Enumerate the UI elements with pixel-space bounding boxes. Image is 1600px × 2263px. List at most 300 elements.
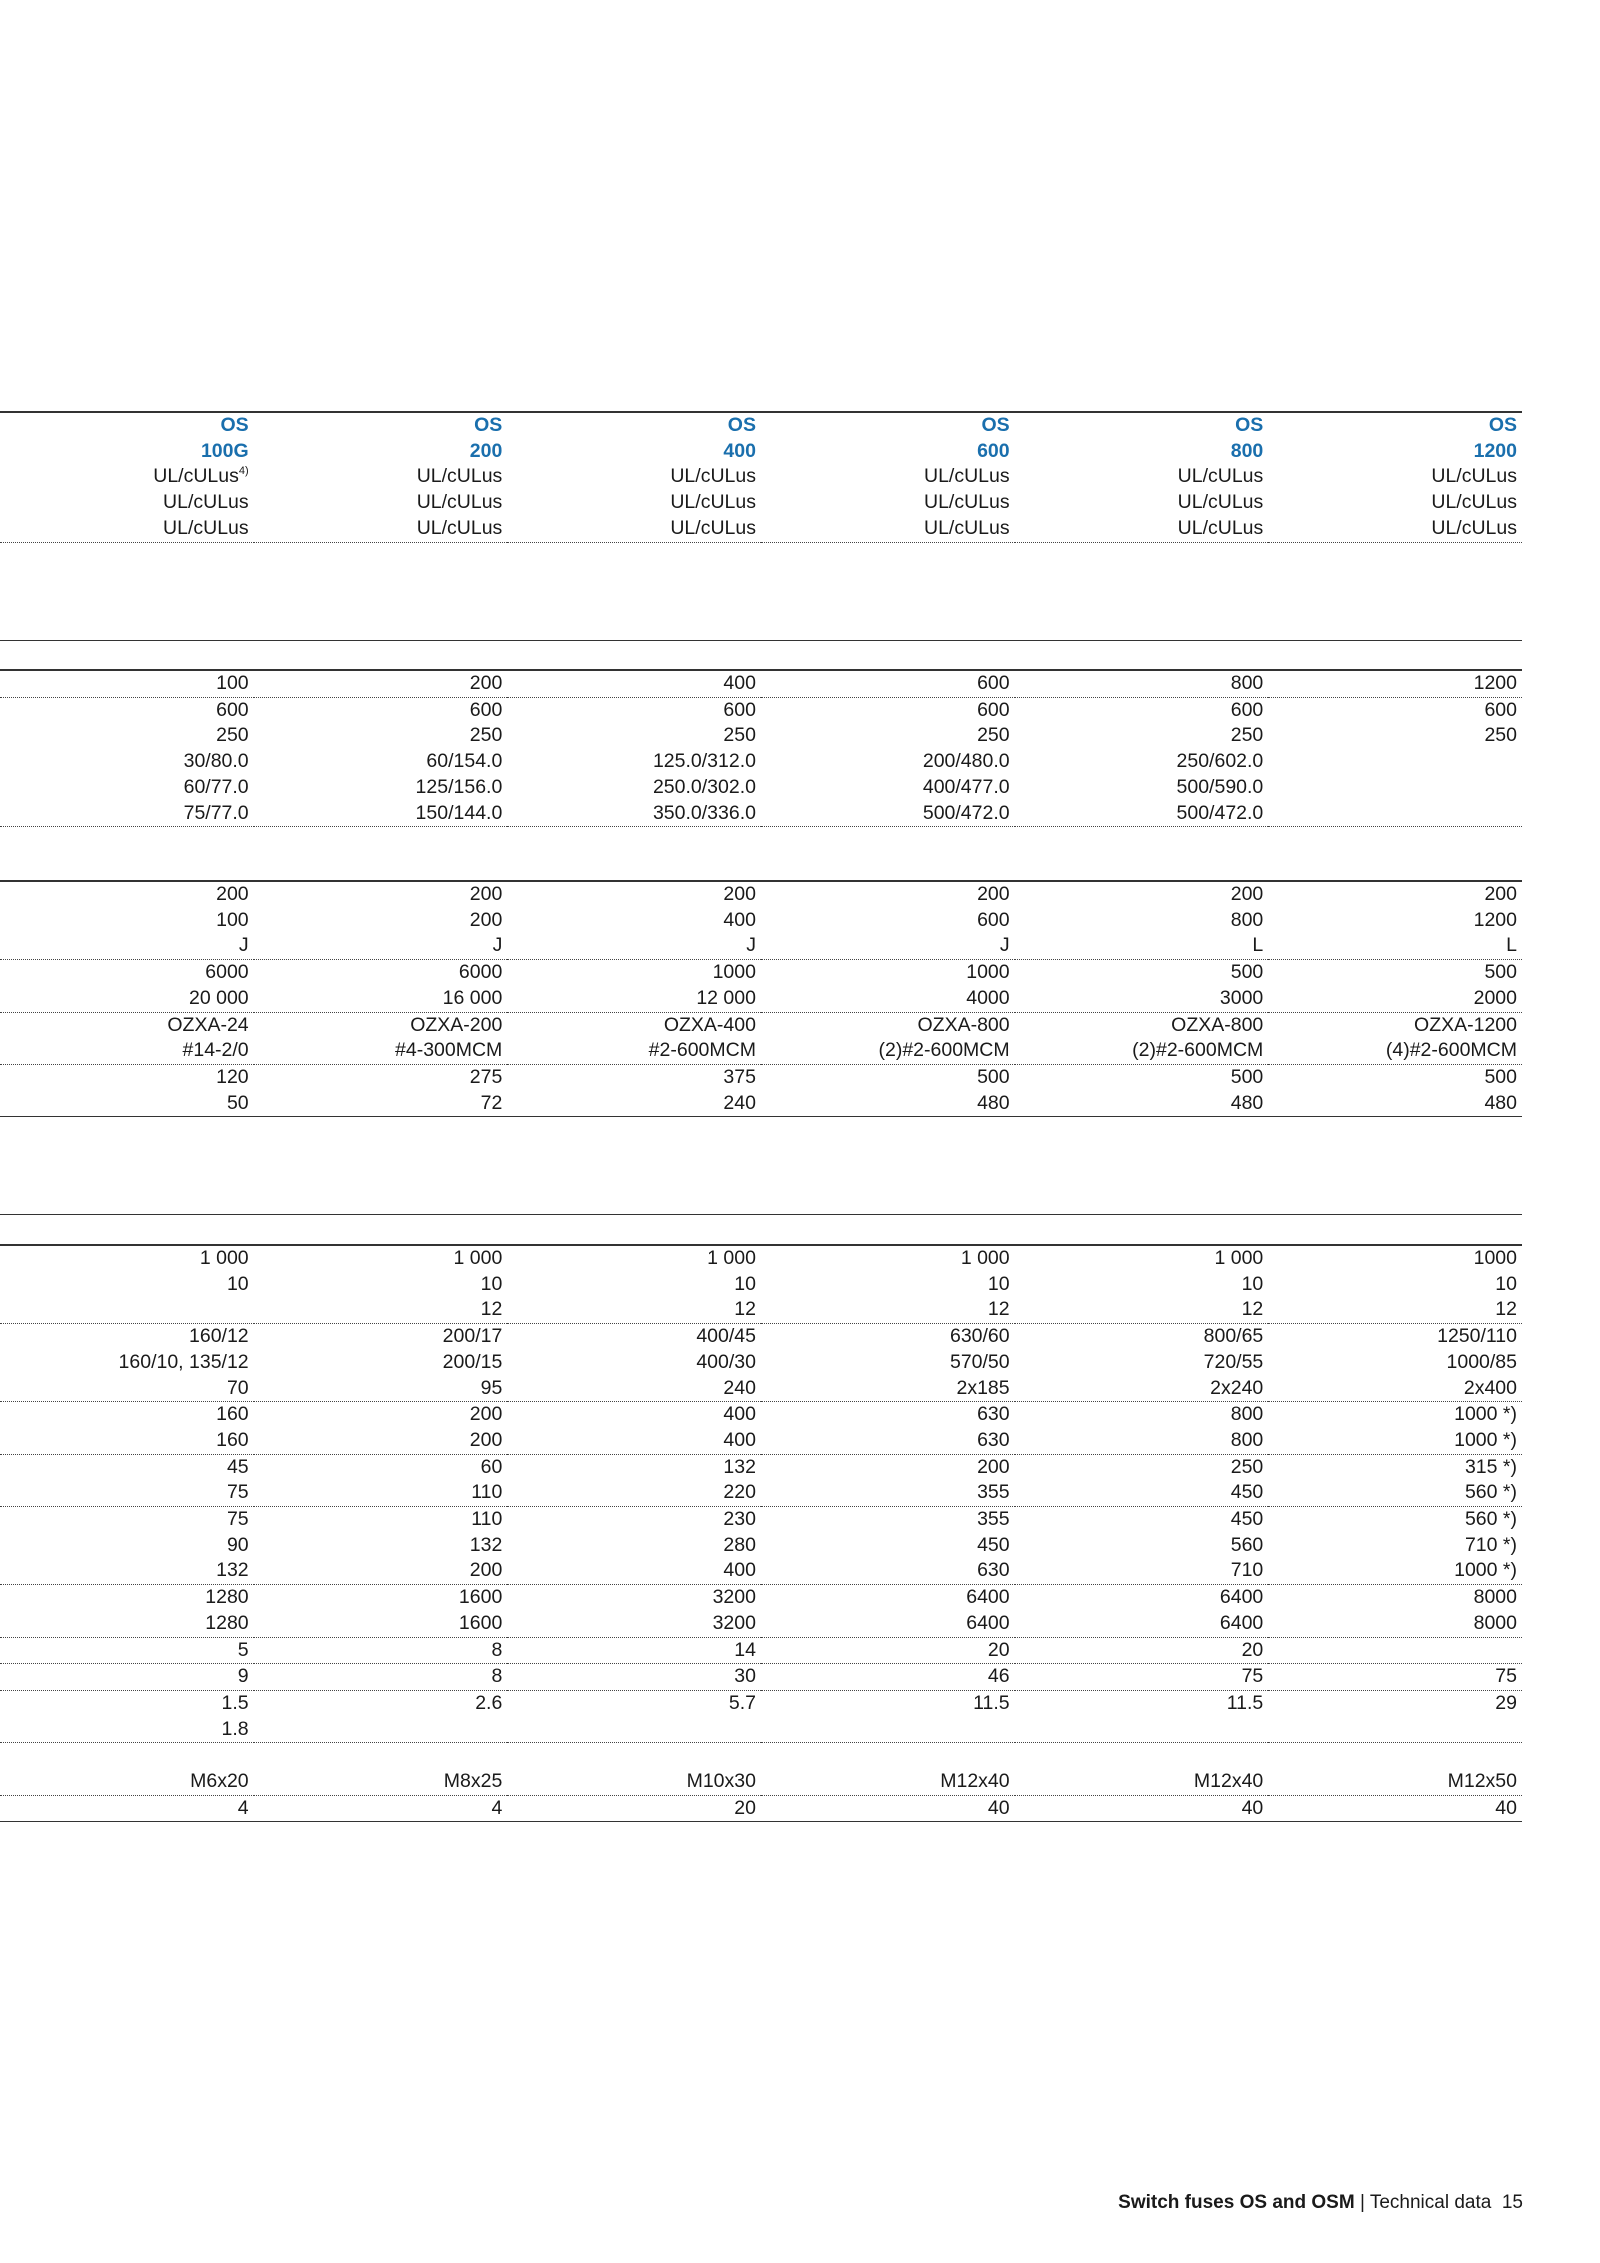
table-cell: 250 — [216, 724, 249, 747]
approval-row — [0, 464, 1522, 490]
table-cell: 12 — [761, 1297, 1015, 1323]
table-cell: 1000 — [712, 961, 756, 984]
table-cell: 500 — [1484, 1065, 1517, 1088]
table-cell: OZXA-1200 — [1414, 1013, 1517, 1036]
table-row — [0, 1769, 1522, 1795]
table-row — [0, 881, 1522, 908]
table-cell: 240 — [507, 1091, 761, 1117]
table-cell: 250 — [469, 724, 503, 747]
footnote-marker: 4) — [238, 465, 249, 478]
model-name: 1200 — [1473, 439, 1517, 462]
table-cell: 12 — [1015, 1297, 1269, 1323]
table-cell: 480 — [1268, 1091, 1522, 1117]
approval-cell: UL/cULus — [416, 465, 503, 488]
table-cell: 200 — [254, 881, 508, 908]
table-cell: M12x40 — [1015, 1769, 1269, 1795]
model-name: 200 — [469, 439, 503, 462]
table-cell — [1268, 749, 1522, 775]
table-cell: 600 — [977, 698, 1010, 721]
table-cell: 250.0/302.0 — [652, 775, 756, 798]
approval-cell: UL/cULus — [1431, 465, 1517, 488]
table-cell: 230 — [723, 1508, 756, 1531]
table-cell: 11.5 — [973, 1691, 1010, 1714]
table-cell — [254, 1717, 508, 1743]
series-label: OS — [1015, 412, 1269, 439]
table-cell: 75 — [0, 1480, 254, 1506]
table-cell: M12x50 — [1268, 1769, 1522, 1795]
table-cell: 2.6 — [475, 1691, 503, 1714]
approval-cell: UL/cULus — [507, 516, 761, 542]
table-cell: 3000 — [1015, 986, 1269, 1012]
table-cell: 2000 — [1268, 986, 1522, 1012]
table-row — [0, 1795, 1522, 1822]
table-cell: OZXA-24 — [167, 1013, 249, 1036]
table-cell: 355 — [761, 1480, 1015, 1506]
table-cell: 250 — [723, 724, 756, 747]
table-cell: 1 000 — [0, 1245, 254, 1272]
approval-cell: UL/cULus — [1177, 465, 1264, 488]
table-cell: 110 — [254, 1480, 508, 1506]
table-cell: 132 — [723, 1455, 756, 1478]
table-cell: M10x30 — [507, 1769, 761, 1795]
table-cell: 60/77.0 — [183, 775, 249, 798]
header-table — [0, 411, 1522, 543]
table-cell: 1280 — [0, 1611, 254, 1637]
table-row — [0, 933, 1522, 959]
table-cell: M8x25 — [254, 1769, 508, 1795]
table-cell: 600 — [216, 698, 249, 721]
table-cell: 800 — [1015, 1428, 1269, 1454]
table-cell: 630/60 — [949, 1325, 1010, 1348]
model-row — [0, 439, 1522, 465]
series-row — [0, 412, 1522, 439]
table-cell: 600 — [1230, 698, 1264, 721]
table-cell: 1000 — [966, 961, 1010, 984]
table-row — [0, 1038, 1522, 1064]
table-row — [0, 1611, 1522, 1637]
table-cell: 800 — [1015, 670, 1269, 697]
table-cell: 10 — [480, 1272, 503, 1295]
table-cell: 600 — [723, 698, 756, 721]
approval-cell: UL/cULus — [1268, 516, 1522, 542]
table-cell — [0, 1743, 254, 1769]
table-cell: 8000 — [1268, 1611, 1522, 1637]
table-cell: 30 — [507, 1664, 761, 1691]
table-cell: OZXA-200 — [410, 1013, 503, 1036]
table-cell: 60/154.0 — [426, 750, 503, 773]
table-cell: 450 — [977, 1533, 1010, 1556]
table-row — [0, 801, 1522, 827]
table-cell: 100 — [216, 908, 249, 931]
footer-section: Technical data — [1369, 2192, 1492, 2213]
table-cell: 1000 — [1268, 1245, 1522, 1272]
approval-cell: UL/cULus — [670, 491, 756, 514]
table-cell: 10 — [226, 1272, 249, 1295]
table-cell: 220 — [507, 1480, 761, 1506]
table-cell: 75 — [1268, 1664, 1522, 1691]
table-cell: M12x40 — [761, 1769, 1015, 1795]
table-cell: 6400 — [1219, 1586, 1264, 1609]
table-cell: #4-300MCM — [254, 1038, 508, 1064]
table-cell — [0, 1297, 254, 1323]
table-cell: 100 — [0, 670, 254, 697]
table-cell: (4)#2-600MCM — [1268, 1038, 1522, 1064]
table-cell: 200 — [469, 908, 503, 931]
table-cell: 250/602.0 — [1176, 750, 1264, 773]
table-cell: 480 — [1015, 1091, 1269, 1117]
table-cell — [1268, 801, 1522, 827]
table-cell: 1 000 — [761, 1245, 1015, 1272]
series-label: OS — [0, 412, 254, 439]
table-row — [0, 960, 1522, 986]
table-cell: 1250/110 — [1437, 1325, 1517, 1348]
table-cell: 280 — [723, 1533, 756, 1556]
table-cell: 600 — [469, 698, 503, 721]
approval-cell: UL/cULus$^{4)}$ — [153, 465, 249, 488]
fuse-table — [0, 880, 1522, 1117]
table-cell: 40 — [1015, 1795, 1269, 1822]
table-cell: 160/12 — [189, 1325, 249, 1348]
table-cell: 500 — [977, 1065, 1010, 1088]
table-row — [0, 1743, 1522, 1769]
table-cell: 1600 — [458, 1586, 503, 1609]
table-cell: 240 — [507, 1376, 761, 1402]
table-row — [0, 1272, 1522, 1298]
table-cell: 6000 — [205, 961, 249, 984]
table-cell: 10 — [987, 1272, 1010, 1295]
table-cell: 600 — [1484, 698, 1517, 721]
table-cell: 120 — [216, 1065, 249, 1088]
table-cell: 250 — [977, 724, 1010, 747]
table-cell: 200 — [469, 1403, 503, 1426]
table-row — [0, 1245, 1522, 1272]
table-cell: 1280 — [205, 1586, 249, 1609]
table-cell: 200 — [1268, 881, 1522, 908]
approval-row — [0, 490, 1522, 516]
table-cell: 2x240 — [1015, 1376, 1269, 1402]
table-cell: 12 — [1268, 1297, 1522, 1323]
table-cell: 1.8 — [0, 1717, 254, 1743]
table-row — [0, 1376, 1522, 1402]
table-cell: 200/480.0 — [922, 750, 1010, 773]
table-cell: 500 — [1484, 961, 1517, 984]
table-cell: M6x20 — [0, 1769, 254, 1795]
table-row — [0, 1533, 1522, 1559]
table-cell: 9 — [0, 1664, 254, 1691]
table-cell: J — [254, 933, 508, 959]
approval-cell: UL/cULus — [761, 516, 1015, 542]
table-row — [0, 1664, 1522, 1691]
approval-row — [0, 516, 1522, 542]
table-cell: 720/55 — [1203, 1350, 1264, 1373]
table-cell: 1000 *) — [1268, 1428, 1522, 1454]
table-cell: 60 — [480, 1455, 503, 1478]
table-cell: 200/17 — [442, 1325, 503, 1348]
table-cell: 500/472.0 — [1015, 801, 1269, 827]
table-cell: 315 *) — [1464, 1455, 1517, 1478]
table-cell: 200/15 — [442, 1350, 503, 1373]
model-name: 600 — [977, 439, 1010, 462]
approval-cell: UL/cULus — [924, 465, 1010, 488]
series-label: OS — [254, 412, 508, 439]
table-cell: L — [1268, 933, 1522, 959]
table-row — [0, 1558, 1522, 1584]
table-cell: 570/50 — [949, 1350, 1010, 1373]
table-cell: OZXA-800 — [917, 1013, 1010, 1036]
table-row — [0, 1324, 1522, 1350]
table-cell: 200 — [1015, 881, 1269, 908]
table-cell: 250 — [1484, 724, 1517, 747]
table-cell: 14 — [507, 1637, 761, 1664]
table-cell: 4 — [0, 1795, 254, 1822]
table-cell: 400/30 — [696, 1350, 756, 1373]
table-cell: 125.0/312.0 — [652, 750, 756, 773]
table-row — [0, 1637, 1522, 1664]
table-cell: 72 — [254, 1091, 508, 1117]
series-label: OS — [761, 412, 1015, 439]
table-cell: 500/590.0 — [1176, 775, 1264, 798]
table-cell — [1268, 1717, 1522, 1743]
table-cell: 40 — [761, 1795, 1015, 1822]
table-cell — [761, 1717, 1015, 1743]
table-cell: 95 — [254, 1376, 508, 1402]
table-row — [0, 697, 1522, 723]
table-cell: 8000 — [1473, 1586, 1517, 1609]
approval-cell: UL/cULus — [924, 491, 1010, 514]
table-cell: 1.5 — [221, 1691, 249, 1714]
table-cell: 500/472.0 — [761, 801, 1015, 827]
table-cell: 3200 — [712, 1586, 756, 1609]
table-cell: 12 000 — [507, 986, 761, 1012]
table-cell: 110 — [471, 1508, 503, 1531]
table-cell: 4 — [254, 1795, 508, 1822]
table-cell: 275 — [469, 1065, 503, 1088]
table-cell: 1 000 — [507, 1245, 761, 1272]
table-cell: 45 — [226, 1455, 249, 1478]
model-name: 400 — [723, 439, 756, 462]
table-cell: 500 — [1230, 961, 1264, 984]
table-cell: 30/80.0 — [183, 750, 249, 773]
table-cell: 6000 — [458, 961, 503, 984]
approval-cell: UL/cULus — [416, 491, 503, 514]
table-cell: (2)#2-600MCM — [761, 1038, 1015, 1064]
table-cell: 75/77.0 — [0, 801, 254, 827]
table-row — [0, 1454, 1522, 1480]
table-cell: 46 — [761, 1664, 1015, 1691]
table-cell: 250 — [1230, 724, 1264, 747]
table-cell: 560 *) — [1268, 1480, 1522, 1506]
table-cell: 3200 — [507, 1611, 761, 1637]
table-cell: 2x400 — [1268, 1376, 1522, 1402]
table-cell: 800 — [1230, 908, 1264, 931]
table-cell: 10 — [1495, 1272, 1517, 1295]
table-cell: 20 — [1015, 1637, 1269, 1664]
table-row — [0, 723, 1522, 749]
table-cell: 200 — [254, 1428, 508, 1454]
table-row — [0, 1690, 1522, 1716]
table-cell: 125/156.0 — [415, 775, 503, 798]
table-cell: 1000 *) — [1454, 1403, 1517, 1426]
approval-cell: UL/cULus — [163, 491, 249, 514]
table-cell: 20 — [761, 1637, 1015, 1664]
table-cell: 1 000 — [254, 1245, 508, 1272]
table-cell — [1268, 775, 1522, 801]
table-cell: 1200 — [1473, 908, 1517, 931]
table-cell: 250 — [1230, 1455, 1264, 1478]
table-row — [0, 1507, 1522, 1533]
approval-cell: UL/cULus — [670, 465, 756, 488]
table-cell: #2-600MCM — [507, 1038, 761, 1064]
table-cell: 5 — [0, 1637, 254, 1664]
series-label: OS — [507, 412, 761, 439]
table-cell: OZXA-800 — [1171, 1013, 1264, 1036]
table-cell: 90 — [226, 1533, 249, 1556]
table-row — [0, 1064, 1522, 1090]
table-cell: 200 — [761, 881, 1015, 908]
approval-cell: UL/cULus — [1015, 516, 1269, 542]
table-cell: L — [1015, 933, 1269, 959]
table-cell: 200 — [254, 1558, 508, 1584]
table-cell: 710 — [1015, 1558, 1269, 1584]
table-cell: 1000/85 — [1446, 1350, 1517, 1373]
table-cell: 400 — [723, 1403, 756, 1426]
table-cell: 200 — [254, 670, 508, 697]
table-cell: 20 000 — [0, 986, 254, 1012]
table-cell: 630 — [761, 1428, 1015, 1454]
table-cell: 8 — [254, 1664, 508, 1691]
approval-cell: UL/cULus — [1431, 491, 1517, 514]
table-cell: 6400 — [1015, 1611, 1269, 1637]
table-cell: 400 — [507, 670, 761, 697]
table-cell: 600 — [977, 908, 1010, 931]
table-cell: 6400 — [966, 1586, 1010, 1609]
table-cell — [1268, 1743, 1522, 1769]
table-row — [0, 775, 1522, 801]
table-cell: 132 — [0, 1558, 254, 1584]
table-row — [0, 1585, 1522, 1611]
section-divider — [0, 1214, 1522, 1215]
table-cell: OZXA-400 — [663, 1013, 756, 1036]
table-cell: 375 — [723, 1065, 756, 1088]
model-name: 100G — [200, 439, 249, 462]
table-cell: J — [507, 933, 761, 959]
table-cell: 10 — [734, 1272, 756, 1295]
table-cell: 800 — [1230, 1403, 1264, 1426]
table-cell: 450 — [1230, 1508, 1264, 1531]
table-cell: 29 — [1495, 1691, 1517, 1714]
table-cell: 5.7 — [728, 1691, 756, 1714]
table-cell: 150/144.0 — [254, 801, 508, 827]
table-cell: 630 — [761, 1558, 1015, 1584]
model-name: 800 — [1230, 439, 1264, 462]
table-cell: 160/10, 135/12 — [118, 1350, 249, 1373]
table-cell: 75 — [226, 1508, 249, 1531]
table-cell: 400 — [723, 908, 756, 931]
table-cell: J — [761, 933, 1015, 959]
table-cell: #14-2/0 — [0, 1038, 254, 1064]
table-cell: 200 — [977, 1455, 1010, 1478]
table-row — [0, 1350, 1522, 1376]
table-cell: 560 *) — [1464, 1508, 1517, 1531]
table-cell — [507, 1717, 761, 1743]
table-cell: 12 — [507, 1297, 761, 1323]
table-cell — [507, 1743, 761, 1769]
table-cell — [761, 1743, 1015, 1769]
footer-title: Switch fuses OS and OSM — [1118, 2192, 1355, 2213]
table-cell: 200 — [0, 881, 254, 908]
table-row — [0, 1012, 1522, 1038]
table-cell: 70 — [0, 1376, 254, 1402]
table-cell: 160 — [216, 1403, 249, 1426]
table-cell: 1000 *) — [1268, 1558, 1522, 1584]
table-row — [0, 908, 1522, 934]
table-cell: 200 — [507, 881, 761, 908]
table-row — [0, 1402, 1522, 1428]
table-row — [0, 1480, 1522, 1506]
table-cell — [1015, 1717, 1269, 1743]
approval-cell: UL/cULus — [0, 516, 254, 542]
table-cell: 40 — [1268, 1795, 1522, 1822]
ratings-table — [0, 669, 1522, 827]
table-cell — [254, 1743, 508, 1769]
table-row — [0, 1428, 1522, 1454]
table-cell: 50 — [0, 1091, 254, 1117]
table-cell: 132 — [469, 1533, 503, 1556]
table-row — [0, 986, 1522, 1012]
table-row — [0, 1091, 1522, 1117]
table-cell: 450 — [1015, 1480, 1269, 1506]
table-cell — [1015, 1743, 1269, 1769]
table-cell: 480 — [761, 1091, 1015, 1117]
iec-table — [0, 1244, 1522, 1822]
table-cell: 400/45 — [696, 1325, 756, 1348]
table-cell: 6400 — [761, 1611, 1015, 1637]
table-cell: 400 — [507, 1428, 761, 1454]
page-number: 15 — [1501, 2192, 1523, 2213]
footer-separator: | — [1359, 2192, 1365, 2213]
table-cell: 800/65 — [1203, 1325, 1264, 1348]
table-cell: 4000 — [761, 986, 1015, 1012]
table-cell: 355 — [977, 1508, 1010, 1531]
table-row — [0, 1297, 1522, 1323]
table-cell: 600 — [761, 670, 1015, 697]
table-cell: 630 — [977, 1403, 1010, 1426]
table-cell: 400/477.0 — [922, 775, 1010, 798]
table-cell: 8 — [254, 1637, 508, 1664]
table-cell — [1268, 1637, 1522, 1664]
approval-cell: UL/cULus — [254, 516, 508, 542]
table-row — [0, 670, 1522, 697]
table-cell: 20 — [507, 1795, 761, 1822]
table-cell: 560 — [1230, 1533, 1264, 1556]
table-cell: 500 — [1230, 1065, 1264, 1088]
table-cell: 400 — [507, 1558, 761, 1584]
table-cell: 16 000 — [254, 986, 508, 1012]
approval-cell: UL/cULus — [1177, 491, 1264, 514]
table-cell: 1600 — [254, 1611, 508, 1637]
table-cell: 11.5 — [1226, 1691, 1264, 1714]
table-cell: 12 — [254, 1297, 508, 1323]
table-cell: 160 — [0, 1428, 254, 1454]
table-cell: J — [0, 933, 254, 959]
section-divider — [0, 640, 1522, 641]
table-cell: (2)#2-600MCM — [1015, 1038, 1269, 1064]
page-footer — [1118, 2192, 1523, 2214]
series-label: OS — [1268, 412, 1522, 439]
table-cell: 1 000 — [1015, 1245, 1269, 1272]
table-row — [0, 1717, 1522, 1743]
table-cell: 10 — [1241, 1272, 1264, 1295]
